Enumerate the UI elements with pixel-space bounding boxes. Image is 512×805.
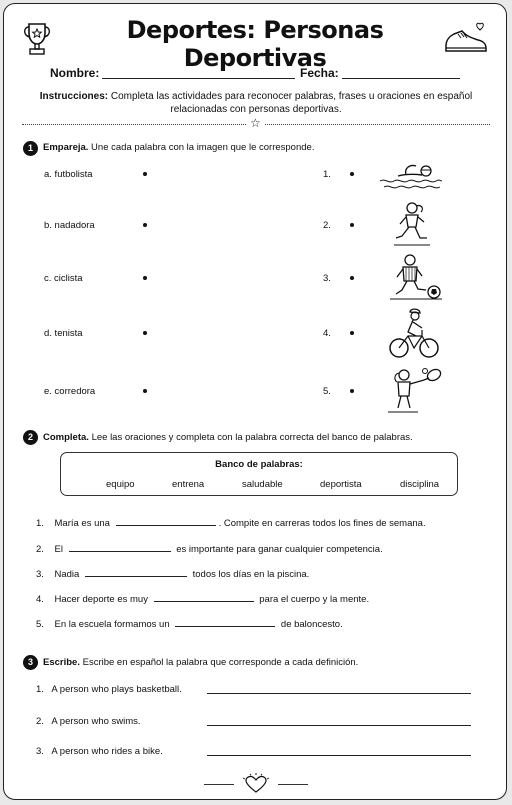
- sentence-item: [36, 592, 369, 605]
- sentence-after: para el cuerpo y la mente.: [259, 594, 370, 605]
- sentence-after: es importante para ganar cualquier competencia.: [176, 544, 383, 555]
- bank-word: deportista: [320, 479, 362, 490]
- word-bank: [60, 452, 458, 496]
- match-dot-right[interactable]: [350, 331, 354, 335]
- instructions: [36, 90, 476, 116]
- sentence-blank[interactable]: [116, 516, 216, 526]
- sentence-item: [36, 516, 426, 529]
- match-dot-left[interactable]: [143, 389, 147, 393]
- bank-word: equipo: [106, 479, 135, 490]
- swimmer-icon: [378, 160, 444, 192]
- definition-item: [36, 746, 163, 757]
- sentence-after: todos los días en la piscina.: [192, 569, 310, 580]
- sentence-number: 2.: [36, 544, 44, 555]
- heart-icon: [240, 772, 272, 796]
- sentence-blank[interactable]: [85, 567, 187, 577]
- sentence-blank[interactable]: [69, 542, 171, 552]
- match-number: 3.: [323, 273, 331, 284]
- section-3-text: Escribe en español la palabra que corresponde a cada definición.: [79, 657, 359, 668]
- tennis-player-icon: [386, 366, 448, 416]
- definition-number: 3.: [36, 746, 44, 757]
- definition-number: 2.: [36, 716, 44, 727]
- match-dot-left[interactable]: [143, 276, 147, 280]
- bank-word: entrena: [172, 479, 205, 490]
- sentence-blank[interactable]: [175, 617, 275, 627]
- instructions-label: Instrucciones:: [39, 91, 109, 102]
- definition-item: [36, 684, 182, 695]
- definition-text: A person who swims.: [51, 716, 141, 727]
- match-dot-right[interactable]: [350, 223, 354, 227]
- match-dot-left[interactable]: [143, 172, 147, 176]
- section-2-heading: [43, 432, 413, 443]
- name-label: Nombre:: [50, 66, 100, 80]
- instructions-text: Completa las actividades para reconocer palabras, frases u oraciones en español relacionadas con personas deportivas.: [108, 91, 473, 115]
- sentence-item: [36, 617, 343, 630]
- page-title: Deportes: Personas Deportivas: [126, 16, 384, 72]
- cyclist-icon: [386, 306, 442, 362]
- runner-girl-icon: [392, 200, 432, 248]
- sentence-before: Hacer deporte es muy: [54, 594, 148, 605]
- bank-word: disciplina: [400, 479, 440, 490]
- soccer-player-icon: [388, 252, 444, 302]
- sentence-before: María es una: [54, 518, 110, 529]
- footer-line-right: [278, 784, 308, 785]
- sneaker-icon: [442, 20, 490, 58]
- match-number: 2.: [323, 220, 331, 231]
- match-dot-right[interactable]: [350, 172, 354, 176]
- answer-line[interactable]: [207, 725, 471, 726]
- match-dot-left[interactable]: [143, 331, 147, 335]
- section-2-number: 2: [23, 430, 38, 445]
- star-icon: ☆: [247, 116, 264, 130]
- match-number: 4.: [323, 328, 331, 339]
- match-dot-right[interactable]: [350, 389, 354, 393]
- bank-word: saludable: [242, 479, 283, 490]
- section-3-title: Escribe.: [43, 657, 80, 668]
- sentence-before: Nadia: [54, 569, 80, 580]
- sentence-after: de baloncesto.: [280, 619, 343, 630]
- sentence-number: 4.: [36, 594, 44, 605]
- section-1-text: Une cada palabra con la imagen que le corresponde.: [88, 142, 315, 153]
- match-word: c. ciclista: [44, 273, 83, 284]
- match-word: a. futbolista: [44, 169, 93, 180]
- sentence-item: [36, 542, 383, 555]
- definition-text: A person who plays basketball.: [51, 684, 182, 695]
- definition-item: [36, 716, 141, 727]
- sentence-after: . Compite en carreras todos los fines de semana.: [218, 518, 426, 529]
- date-label: Fecha:: [300, 66, 339, 80]
- section-1-title: Empareja.: [43, 142, 89, 153]
- sentence-before: El: [54, 544, 63, 555]
- match-dot-left[interactable]: [143, 223, 147, 227]
- match-number: 5.: [323, 386, 331, 397]
- footer-line-left: [204, 784, 234, 785]
- answer-line[interactable]: [207, 755, 471, 756]
- answer-line[interactable]: [207, 693, 471, 694]
- trophy-icon: [18, 20, 56, 58]
- word-bank-title: Banco de palabras:: [215, 459, 303, 470]
- sentence-before: En la escuela formamos un: [54, 619, 170, 630]
- sentence-number: 5.: [36, 619, 44, 630]
- definition-number: 1.: [36, 684, 44, 695]
- definition-text: A person who rides a bike.: [51, 746, 163, 757]
- sentence-blank[interactable]: [154, 592, 254, 602]
- section-1-heading: [43, 142, 314, 153]
- sentence-number: 1.: [36, 518, 44, 529]
- match-word: e. corredora: [44, 386, 96, 397]
- section-1-number: 1: [23, 141, 38, 156]
- name-field[interactable]: [102, 78, 295, 79]
- match-word: d. tenista: [44, 328, 83, 339]
- match-number: 1.: [323, 169, 331, 180]
- match-dot-right[interactable]: [350, 276, 354, 280]
- section-3-heading: [43, 657, 358, 668]
- sentence-number: 3.: [36, 569, 44, 580]
- section-2-text: Lee las oraciones y completa con la palabra correcta del banco de palabras.: [88, 432, 413, 443]
- section-3-number: 3: [23, 655, 38, 670]
- match-word: b. nadadora: [44, 220, 95, 231]
- sentence-item: [36, 567, 309, 580]
- section-2-title: Completa.: [43, 432, 89, 443]
- date-field[interactable]: [342, 78, 460, 79]
